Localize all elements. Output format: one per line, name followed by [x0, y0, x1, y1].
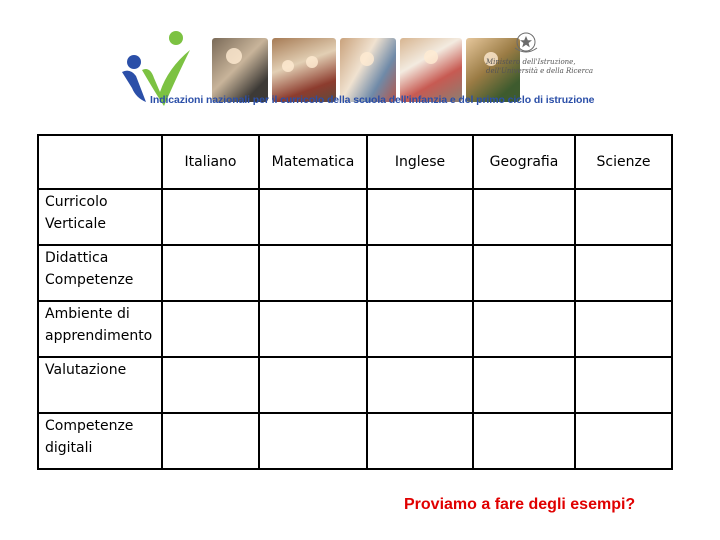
classroom-photo-3: [340, 38, 396, 102]
row-label-curricolo-verticale: Curricolo Verticale: [38, 189, 162, 245]
header-banner: [120, 28, 595, 110]
table-cell: [259, 357, 367, 413]
column-header-geografia: Geografia: [473, 135, 575, 189]
table-cell: [575, 413, 672, 469]
table-cell: [575, 301, 672, 357]
table-cell: [162, 301, 259, 357]
table-cell: [473, 189, 575, 245]
row-label-didattica-competenze: Didattica Competenze: [38, 245, 162, 301]
table-row: [38, 189, 672, 245]
table-cell: [162, 189, 259, 245]
row-label-valutazione: Valutazione: [38, 357, 162, 413]
table-cell: [162, 357, 259, 413]
table-cell: [259, 189, 367, 245]
table-cell: [367, 413, 473, 469]
row-label-competenze-digitali: Competenze digitali: [38, 413, 162, 469]
table-cell: [367, 245, 473, 301]
classroom-photo-4: [400, 38, 462, 102]
table-cell: [575, 245, 672, 301]
table-cell: [259, 245, 367, 301]
table-cell: [259, 301, 367, 357]
curriculum-grid: [37, 134, 673, 470]
table-cell: [259, 413, 367, 469]
table-row: [38, 357, 672, 413]
ministry-line-1: Ministero dell'Istruzione,: [486, 58, 576, 66]
column-header-scienze: Scienze: [575, 135, 672, 189]
column-header-inglese: Inglese: [367, 135, 473, 189]
row-label-ambiente-apprendimento: Ambiente di apprendimento: [38, 301, 162, 357]
table-cell: [367, 189, 473, 245]
column-header-empty: [38, 135, 162, 189]
table-cell: [575, 357, 672, 413]
ministry-line-2: dell'Università e della Ricerca: [486, 67, 594, 75]
table-header-row: [38, 135, 672, 189]
column-header-italiano: Italiano: [162, 135, 259, 189]
table-cell: [473, 301, 575, 357]
classroom-photo-1: [212, 38, 268, 102]
column-header-matematica: Matematica: [259, 135, 367, 189]
table-row: [38, 245, 672, 301]
classroom-photo-2: [272, 38, 336, 102]
table-cell: [473, 413, 575, 469]
table-cell: [162, 413, 259, 469]
table-row: [38, 301, 672, 357]
banner-tagline: Indicazioni nazionali per il curricolo della scuola dell'infanzia e del primo ciclo di istruzione: [150, 94, 595, 106]
table-cell: [473, 357, 575, 413]
table-cell: [575, 189, 672, 245]
table-row: [38, 413, 672, 469]
footer-question: Proviamo a fare degli esempi?: [404, 496, 636, 513]
table-cell: [473, 245, 575, 301]
table-cell: [367, 357, 473, 413]
table-cell: [367, 301, 473, 357]
table-cell: [162, 245, 259, 301]
